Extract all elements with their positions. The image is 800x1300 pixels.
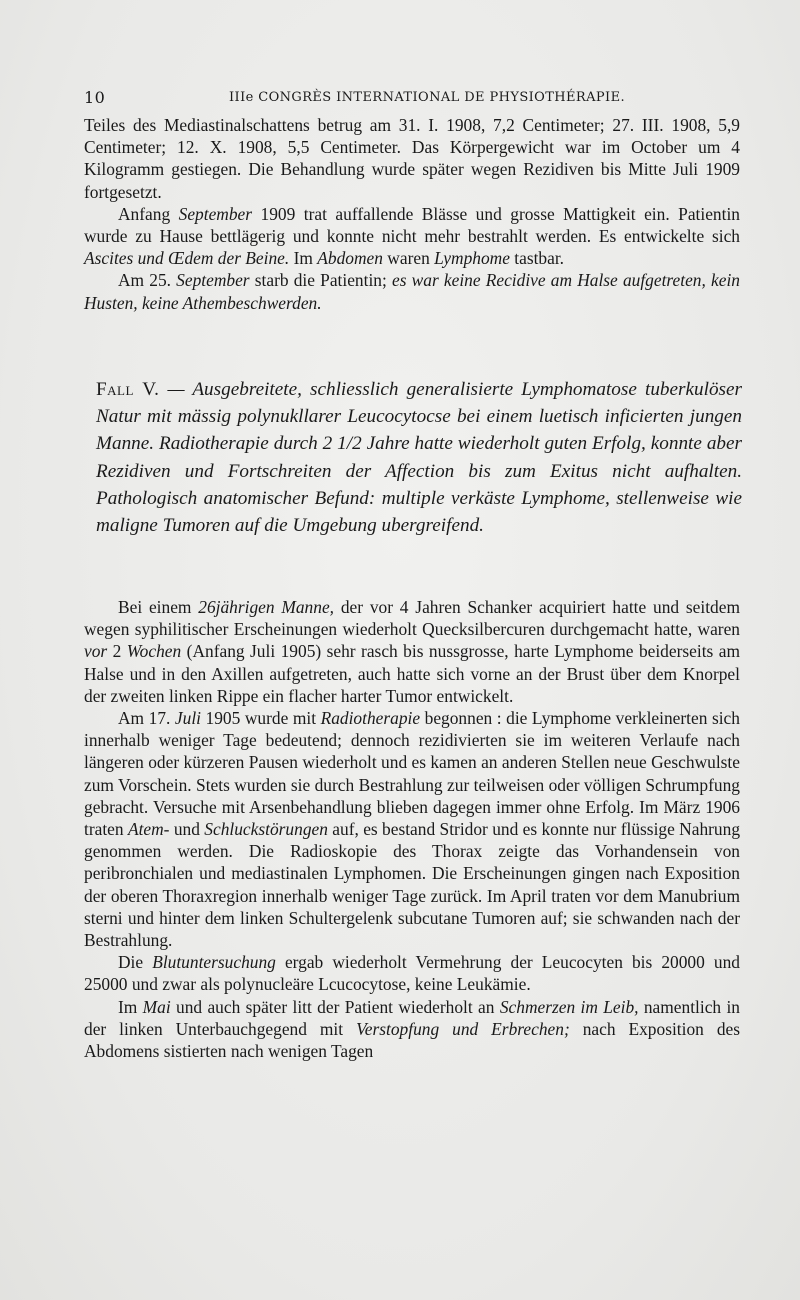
italic-run: Schmerzen im Leib, — [499, 996, 639, 1017]
text-run: nach Exposition des Abdomens sistierten nach wenigen Tagen — [84, 1018, 741, 1062]
page-number: 10 — [84, 88, 106, 107]
paragraph-text: Teiles des Mediastinalschattens betrug am 31. I. 1908, 7,2 Centimeter; 27. III. 1908, 5,9 Centimeter; 12. X. 1908, 5,5 Centimeter. Das Körpergewicht war im October um 4 Kilogramm gestiegen. Die Behandlung wurde später wegen Rezidiven bis Mitte Juli 1909 fortgesetzt. — [84, 115, 740, 202]
italic-run: Juli — [174, 708, 201, 729]
text-run: namentlich in der linken Unterbauchgegend mit — [84, 996, 740, 1039]
italic-run: Verstopfung und Erbrechen; — [356, 1018, 570, 1039]
text-run: Am 25. — [118, 270, 177, 291]
italic-run: September — [178, 203, 253, 224]
italic-run: September — [176, 270, 250, 291]
text-run: der vor 4 Jahren Schanker acquiriert hatte und seitdem wegen syphilitischer Erscheinungen wiederholt Quecksilbercuren durchgemacht hatte, waren — [84, 597, 740, 640]
italic-run: Schluckstörungen — [204, 819, 328, 840]
text-run: Bei einem — [118, 597, 199, 617]
paragraph — [84, 114, 740, 203]
text-run: (Anfang Juli 1905) sehr rasch bis nussgrosse, harte Lymphome beiderseits am Halse und in den Axillen aufgetreten, auch hatte sich vorne an der Brust über dem Knorpel der zweiten linken Rippe ein flacher harter Tumor entwickelt. — [84, 641, 741, 706]
text-run: tastbar. — [509, 248, 565, 269]
paragraph — [84, 596, 740, 707]
case-body — [84, 596, 740, 1062]
running-head — [84, 88, 740, 112]
text-run: Die — [118, 952, 153, 973]
italic-run: Atem- — [127, 819, 170, 840]
paragraph — [84, 951, 740, 995]
italic-run: Radiotherapie — [320, 708, 421, 729]
italic-run: 26jährigen Manne, — [198, 597, 335, 617]
text-run: Im — [289, 248, 318, 269]
text-run: 2 — [107, 641, 127, 662]
text-run: begonnen : die Lymphome verkleinerten sich innerhalb weniger Tage bedeutend; dennoch rezidivierten sie im weiteren Verlaufe nach längeren oder kürzeren Pausen wiederholt und es kamen an anderen Stellen neue Geschwulste zum Vorschein. Stets wurden sie durch Bestrahlung zur teilweisen oder völligen Schrumpfung gebracht. Versuche mit Arsenbehandlung blieben dagegen immer ohne Erfolg. Im März 1906 traten — [84, 708, 740, 840]
text-run: starb die Patientin; — [249, 270, 392, 291]
italic-run: es war keine Recidive am Halse aufgetreten, kein Husten, keine Athembeschwerden. — [84, 270, 740, 313]
text-run: — — [159, 379, 193, 400]
text-run: 1909 trat auffallende Blässe und grosse Mattigkeit ein. Patientin wurde zu Hause bettlägerig und konnte nicht mehr bestrahlt werden. Es entwickelte sich — [84, 203, 740, 247]
text-run: waren — [382, 248, 435, 269]
paragraph — [84, 269, 740, 313]
text-run: und auch später litt der Patient wiederholt an — [170, 996, 500, 1017]
intro-section — [84, 114, 740, 314]
italic-run: vor — [84, 641, 108, 662]
italic-run: Mai — [142, 996, 171, 1017]
italic-run: Wochen — [126, 641, 182, 662]
text-run: Am 17. — [118, 708, 175, 729]
case-label: Fall V. — [96, 379, 160, 400]
paragraph — [84, 996, 740, 1063]
text-run: 1905 wurde mit — [200, 708, 321, 729]
text-run: auf, es bestand Stridor und es konnte nur flüssige Nahrung genommen werden. Die Radioskopie des Thorax zeigte das Vorhandensein von peribronchialen und mediastinalen Lymphomen. Die Erscheinungen gingen nach Exposition der oberen Thoraxregion innerhalb weniger Tage zurück. Im April traten vor dem Manubrium sterni und hinter dem linken Schultergelenk subcutane Tumoren auf; sie schwanden nach der Bestrahlung. — [84, 819, 741, 951]
text-run: Im — [118, 996, 143, 1017]
running-title: IIIe CONGRÈS INTERNATIONAL DE PHYSIOTHÉRAPIE. — [229, 90, 626, 105]
text-run: und — [169, 819, 205, 840]
text-run: Anfang — [118, 203, 179, 224]
italic-run: Blutuntersuchung — [152, 952, 276, 973]
italic-run: Abdomen — [317, 248, 383, 269]
case-summary: Ausgebreitete, schliesslich generalisierte Lymphomatose tuberkulöser Natur mit mässig polynukllarer Leucocytocse bei einem luetisch inficierten jungen Manne. Radiotherapie durch 2 1/2 Jahre hatte wiederholt guten Erfolg, konnte aber Rezidiven und Fortschreiten der Affection bis zum Exitus nicht aufhalten. Pathologisch anatomischer Befund: multiple verkäste Lymphome, stellenweise wie maligne Tumoren auf die Umgebung ubergreifend. — [96, 379, 742, 537]
text-run: ergab wiederholt Vermehrung der Leucocyten bis 20000 und 25000 und zwar als polynucleäre Lcucocytose, keine Leukämie. — [84, 952, 740, 995]
italic-run: Ascites und Œdem der Beine. — [84, 248, 290, 269]
paragraph — [84, 203, 740, 270]
case-heading — [96, 376, 742, 539]
italic-run: Lymphome — [434, 248, 510, 269]
paragraph — [84, 707, 740, 951]
